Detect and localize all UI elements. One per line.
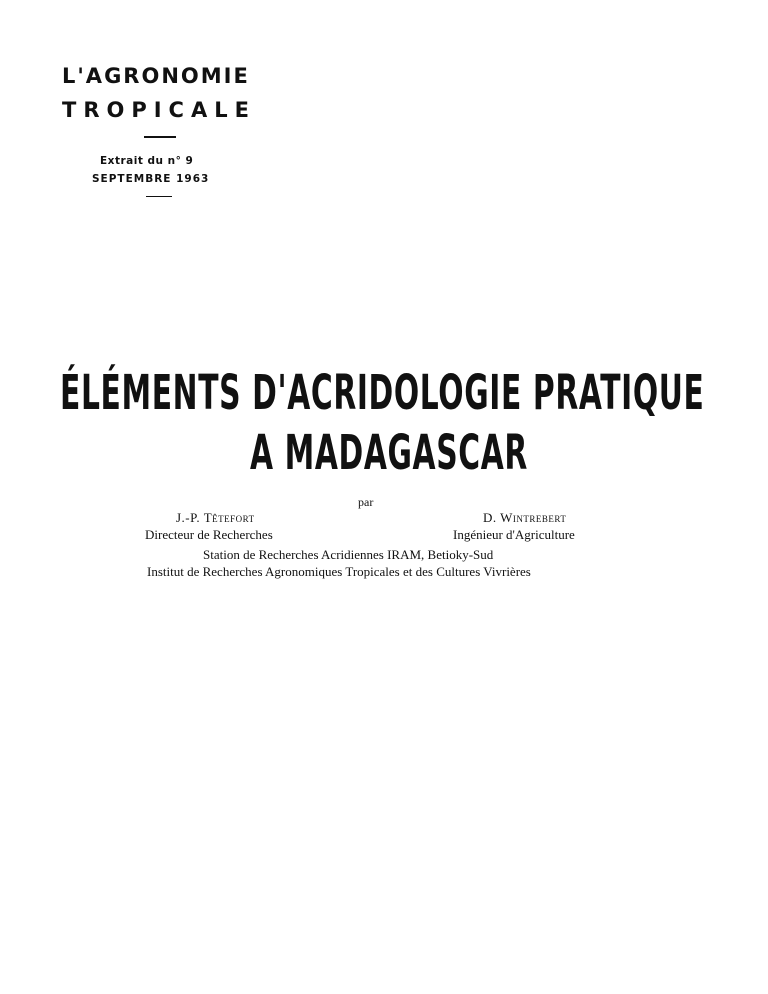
station-affiliation: Station de Recherches Acridiennes IRAM, Betioky-Sud bbox=[203, 547, 494, 562]
author-2-name: D. Wintrebert bbox=[483, 510, 567, 525]
author-2-role: Ingénieur d'Agriculture bbox=[453, 527, 575, 542]
byline-par: par bbox=[358, 495, 374, 509]
journal-title-line-2: TROPICALE bbox=[62, 98, 256, 122]
divider-bottom bbox=[146, 196, 172, 197]
issue-extract: Extrait du n° 9 bbox=[100, 155, 194, 167]
journal-title-line-1: L'AGRONOMIE bbox=[62, 64, 250, 88]
issue-date: SEPTEMBRE 1963 bbox=[92, 173, 210, 185]
divider-top bbox=[144, 136, 176, 138]
main-title-line-2: A MADAGASCAR bbox=[250, 425, 528, 481]
author-1-name: J.-P. Têtefort bbox=[176, 510, 255, 525]
institute-affiliation: Institut de Recherches Agronomiques Tropicales et des Cultures Vivrières bbox=[147, 564, 531, 579]
main-title-line-1: ÉLÉMENTS D'ACRIDOLOGIE PRATIQUE bbox=[60, 365, 705, 421]
author-1-role: Directeur de Recherches bbox=[145, 527, 273, 542]
